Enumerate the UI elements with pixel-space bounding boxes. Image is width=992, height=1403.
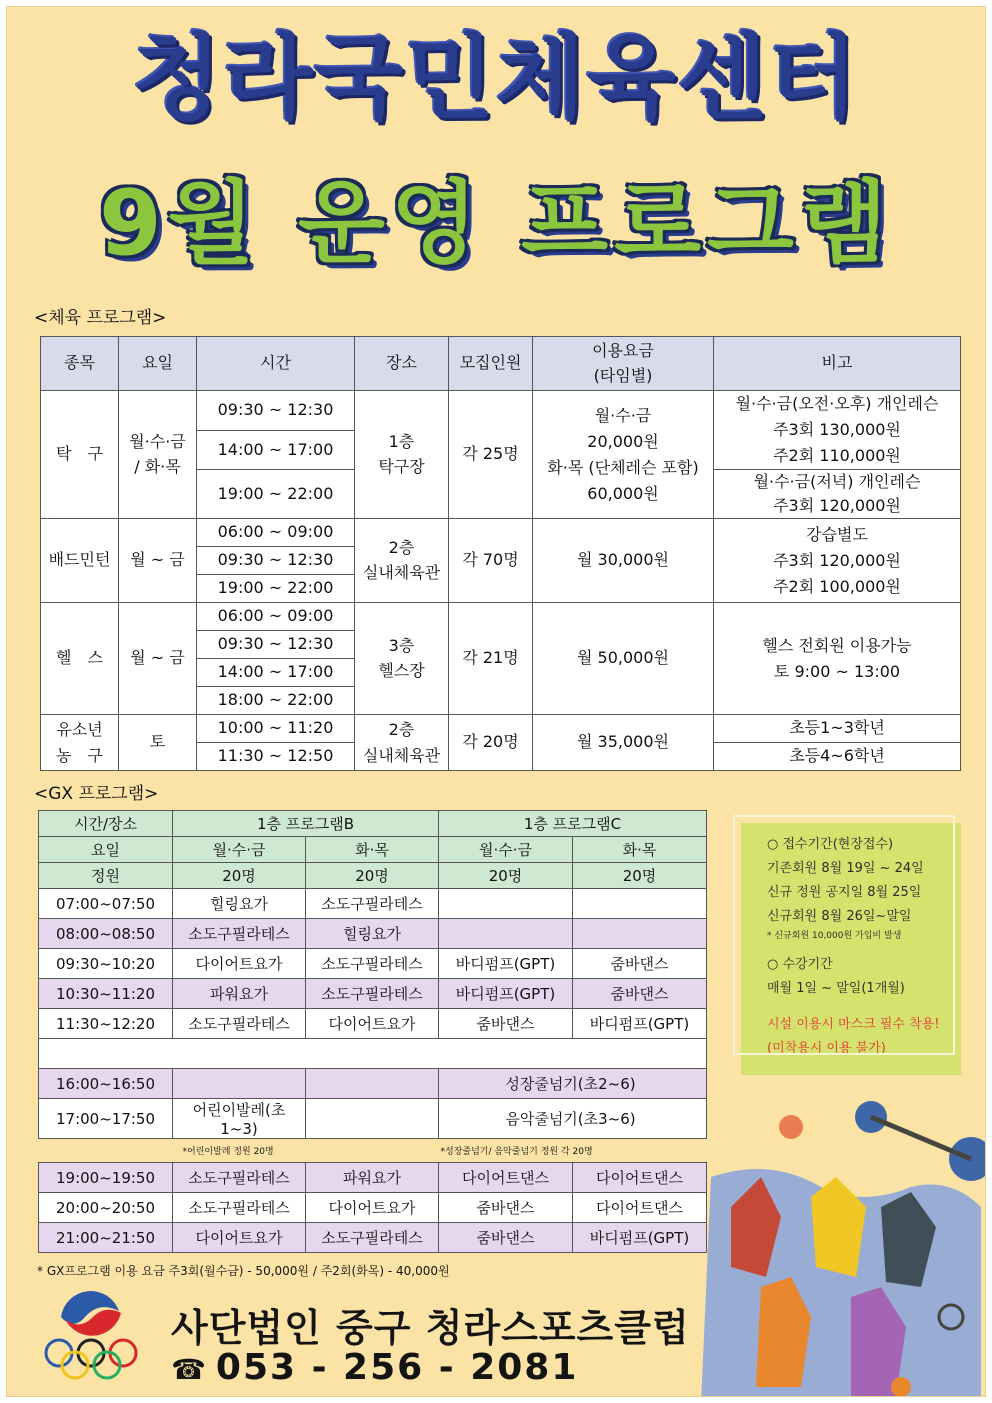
sport-program-table bbox=[40, 336, 961, 771]
reg-line: 신규회원 8월 26일~말일 bbox=[767, 909, 912, 924]
gx-capacity: 20명 bbox=[306, 863, 439, 889]
club-name: 사단법인 중구 청라스포츠클럽 bbox=[171, 1306, 690, 1350]
time-slot: 19:00 ~ 22:00 bbox=[197, 470, 355, 519]
reg-line: 기존회원 8월 19일 ~ 24일 bbox=[767, 861, 924, 876]
gx-day: 월·수·금 bbox=[173, 837, 306, 863]
gx-cell: 다이어트댄스 bbox=[439, 1163, 573, 1193]
gx-time: 10:30~11:20 bbox=[39, 979, 173, 1009]
phone-text: 053 - 256 - 2081 bbox=[215, 1347, 579, 1388]
gx-cell: 바디펌프(GPT) bbox=[573, 1009, 707, 1039]
gx-cell: 바디펌프(GPT) bbox=[573, 1223, 707, 1253]
reg-title: ○ 접수기간(현장접수) bbox=[767, 837, 894, 852]
place-line: 2층 bbox=[388, 538, 415, 558]
note-line: 주2회 100,000원 bbox=[773, 576, 901, 596]
sport-place bbox=[355, 519, 449, 603]
days-line: 월·수·금 bbox=[129, 432, 186, 452]
kids-note-ballet: *어린이발레 정원 20명 bbox=[182, 1147, 274, 1157]
time-slot: 06:00 ~ 09:00 bbox=[197, 519, 355, 547]
table-row bbox=[39, 1099, 707, 1139]
gx-capacity: 20명 bbox=[439, 863, 573, 889]
col-days: 요일 bbox=[119, 337, 197, 391]
gx-header-row bbox=[39, 811, 707, 837]
gx-cell-text: 성장줄넘기(초2~6) bbox=[505, 1075, 636, 1093]
gx-cell bbox=[306, 1069, 439, 1099]
col-fee-line1: 이용요금 bbox=[592, 341, 654, 361]
fee-line: 60,000원 bbox=[587, 483, 659, 503]
table-row bbox=[39, 1009, 707, 1039]
phone-number[interactable] bbox=[171, 1347, 578, 1388]
gx-cell: 다이어트댄스 bbox=[573, 1163, 707, 1193]
time-slot: 11:30 ~ 12:50 bbox=[197, 743, 355, 771]
col-place: 장소 bbox=[355, 337, 449, 391]
col-capacity: 모집인원 bbox=[449, 337, 533, 391]
club-logo-icon bbox=[39, 1289, 143, 1385]
fee-line: 월·수·금 bbox=[594, 405, 652, 425]
place-line: 헬스장 bbox=[378, 660, 425, 680]
barbell-icon bbox=[871, 1117, 971, 1159]
table-row bbox=[39, 1193, 707, 1223]
sport-note: 초등4~6학년 bbox=[714, 743, 961, 771]
gx-cell: 바디펌프(GPT) bbox=[439, 979, 573, 1009]
sport-days bbox=[119, 391, 197, 519]
col-fee bbox=[533, 337, 714, 391]
time-slot: 19:00 ~ 22:00 bbox=[197, 575, 355, 603]
sport-place bbox=[355, 391, 449, 519]
player-figure bbox=[811, 1177, 866, 1277]
fee-line: 화·목 (단체레슨 포함) bbox=[547, 457, 699, 477]
sports-illustration bbox=[701, 1087, 986, 1397]
gx-cell: 다이어트요가 bbox=[173, 949, 306, 979]
gx-cell: 파워요가 bbox=[173, 979, 306, 1009]
gx-time: 08:00~08:50 bbox=[39, 919, 173, 949]
ball-icon bbox=[779, 1115, 803, 1139]
gx-kids-note-row bbox=[39, 1139, 707, 1163]
place-line: 탁구장 bbox=[378, 456, 425, 476]
note-line: 강습별도 bbox=[806, 524, 868, 544]
gx-capacity: 20명 bbox=[573, 863, 707, 889]
time-slot: 18:00 ~ 22:00 bbox=[197, 687, 355, 715]
note-line: 토 9:00 ~ 13:00 bbox=[773, 661, 901, 681]
gx-cell bbox=[439, 1069, 707, 1099]
gx-cell: 소도구필라테스 bbox=[173, 1193, 306, 1223]
note-line: 헬스 전회원 이용가능 bbox=[762, 635, 912, 655]
gx-cell: 힐링요가 bbox=[173, 889, 306, 919]
table-row bbox=[39, 979, 707, 1009]
sport-name: 헬 스 bbox=[41, 603, 119, 715]
sport-days: 월 ~ 금 bbox=[119, 603, 197, 715]
info-box-frame bbox=[733, 815, 955, 1055]
gx-fee-note: * GX프로그램 이용 요금 주3회(월수금) - 50,000원 / 주2회(화목) - 40,000원 bbox=[37, 1264, 450, 1278]
gx-cell: 소도구필라테스 bbox=[173, 919, 306, 949]
table-row bbox=[39, 1223, 707, 1253]
gx-cell bbox=[439, 889, 573, 919]
table-row bbox=[39, 1163, 707, 1193]
gx-cell: 줌바댄스 bbox=[439, 1009, 573, 1039]
period-title: ○ 수강기간 bbox=[767, 957, 833, 972]
table-row bbox=[41, 519, 961, 547]
time-slot: 09:30 ~ 12:30 bbox=[197, 631, 355, 659]
sport-name: 탁 구 bbox=[41, 391, 119, 519]
gx-cell: 바디펌프(GPT) bbox=[439, 949, 573, 979]
gx-cell-text: 음악줄넘기(초3~6) bbox=[505, 1110, 636, 1128]
gx-cell: 소도구필라테스 bbox=[306, 1223, 439, 1253]
time-slot: 09:30 ~ 12:30 bbox=[197, 391, 355, 431]
sport-fee: 월 30,000원 bbox=[533, 519, 714, 603]
gx-time: 16:00~16:50 bbox=[39, 1069, 173, 1099]
table-row bbox=[39, 919, 707, 949]
sport-section-label: <체육 프로그램> bbox=[34, 308, 167, 328]
table-row bbox=[41, 603, 961, 631]
sport-capacity: 각 25명 bbox=[449, 391, 533, 519]
gx-time: 11:30~12:20 bbox=[39, 1009, 173, 1039]
place-line: 실내체육관 bbox=[362, 562, 441, 582]
sport-place bbox=[355, 715, 449, 771]
gx-cell: 소도구필라테스 bbox=[306, 889, 439, 919]
place-line: 1층 bbox=[388, 432, 415, 452]
sport-note bbox=[714, 519, 961, 603]
sport-fee: 월 50,000원 bbox=[533, 603, 714, 715]
gx-cell: 다이어트요가 bbox=[173, 1223, 306, 1253]
sport-note bbox=[714, 470, 961, 519]
place-line: 실내체육관 bbox=[362, 745, 441, 765]
gx-spacer bbox=[39, 1039, 707, 1069]
mask-notice: 시설 이용시 마스크 필수 착용! bbox=[767, 1017, 940, 1032]
gx-section-label: <GX 프로그램> bbox=[34, 784, 159, 804]
gx-time: 21:00~21:50 bbox=[39, 1223, 173, 1253]
phone-icon: ☎ bbox=[171, 1353, 208, 1386]
basketball-icon bbox=[891, 1377, 911, 1397]
note-line: 주3회 120,000원 bbox=[773, 496, 901, 515]
gx-cell: 다이어트댄스 bbox=[573, 1193, 707, 1223]
sport-note bbox=[714, 391, 961, 470]
gx-room-b: 1층 프로그램B bbox=[173, 811, 439, 837]
gx-cell bbox=[173, 1069, 306, 1099]
table-row bbox=[41, 715, 961, 743]
note-line: 주2회 110,000원 bbox=[773, 446, 901, 465]
gx-cell: 어린이발레(초1~3) bbox=[173, 1099, 306, 1139]
table-row bbox=[41, 391, 961, 431]
gx-capacity-row bbox=[39, 863, 707, 889]
gx-capacity: 20명 bbox=[173, 863, 306, 889]
fee-line: 20,000원 bbox=[587, 431, 659, 451]
time-slot: 14:00 ~ 17:00 bbox=[197, 659, 355, 687]
sport-capacity: 각 70명 bbox=[449, 519, 533, 603]
note-line: 월·수·금(저녁) 개인레슨 bbox=[753, 472, 921, 491]
note-line: 주3회 120,000원 bbox=[773, 550, 901, 570]
sport-place bbox=[355, 603, 449, 715]
note-line: 월·수·금(오전·오후) 개인레슨 bbox=[735, 394, 939, 413]
gx-cell: 줌바댄스 bbox=[439, 1193, 573, 1223]
gx-cell bbox=[306, 1099, 439, 1139]
time-slot: 10:00 ~ 11:20 bbox=[197, 715, 355, 743]
mask-notice-sub: (미착용시 이용 불가) bbox=[767, 1041, 886, 1056]
gx-cell: 줌바댄스 bbox=[573, 949, 707, 979]
gx-day: 월·수·금 bbox=[439, 837, 573, 863]
col-note: 비고 bbox=[714, 337, 961, 391]
sport-days: 토 bbox=[119, 715, 197, 771]
table-row bbox=[39, 1069, 707, 1099]
gx-cell: 파워요가 bbox=[306, 1163, 439, 1193]
col-fee-line2: (타임별) bbox=[593, 365, 653, 385]
reg-line: 신규 정원 공지일 8월 25일 bbox=[767, 885, 922, 900]
days-line: / 화·목 bbox=[134, 456, 181, 476]
gx-time: 07:00~07:50 bbox=[39, 889, 173, 919]
page-title: 청라국민체육센터 bbox=[132, 25, 860, 132]
gx-program-table bbox=[38, 810, 707, 1253]
name-line: 유소년 bbox=[56, 719, 103, 739]
time-slot: 14:00 ~ 17:00 bbox=[197, 430, 355, 470]
gx-day: 화·목 bbox=[573, 837, 707, 863]
place-line: 2층 bbox=[388, 719, 415, 739]
time-slot: 06:00 ~ 09:00 bbox=[197, 603, 355, 631]
sport-name: 배드민턴 bbox=[41, 519, 119, 603]
gx-cell: 힐링요가 bbox=[306, 919, 439, 949]
gx-time: 19:00~19:50 bbox=[39, 1163, 173, 1193]
gx-days-row bbox=[39, 837, 707, 863]
poster bbox=[6, 6, 986, 1397]
place-line: 3층 bbox=[388, 636, 415, 656]
gx-cell bbox=[439, 1099, 707, 1139]
note-line: 주3회 130,000원 bbox=[773, 420, 901, 439]
gx-cell: 줌바댄스 bbox=[573, 979, 707, 1009]
sport-fee: 월 35,000원 bbox=[533, 715, 714, 771]
name-line: 농 구 bbox=[56, 745, 103, 765]
gx-capacity-label: 정원 bbox=[39, 863, 173, 889]
gx-time: 09:30~10:20 bbox=[39, 949, 173, 979]
sport-capacity: 각 21명 bbox=[449, 603, 533, 715]
period-line: 매월 1일 ~ 말일(1개월) bbox=[767, 981, 905, 996]
gx-spacer-row bbox=[39, 1039, 707, 1069]
gx-cell: 소도구필라테스 bbox=[173, 1009, 306, 1039]
gx-cell: 소도구필라테스 bbox=[306, 949, 439, 979]
sport-capacity: 각 20명 bbox=[449, 715, 533, 771]
sport-note bbox=[714, 603, 961, 715]
sport-fee bbox=[533, 391, 714, 519]
gx-day: 화·목 bbox=[306, 837, 439, 863]
kids-note-jumprope: *성장줄넘기/ 음악줄넘기 정원 각 20명 bbox=[440, 1147, 593, 1157]
time-slot: 09:30 ~ 12:30 bbox=[197, 547, 355, 575]
sport-header-row bbox=[41, 337, 961, 391]
gx-cell bbox=[439, 919, 573, 949]
reg-note: * 신규회원 10,000원 가입비 발생 bbox=[767, 931, 902, 941]
gx-room-c: 1층 프로그램C bbox=[439, 811, 707, 837]
sport-days: 월 ~ 금 bbox=[119, 519, 197, 603]
gx-cell: 다이어트요가 bbox=[306, 1009, 439, 1039]
gx-cell: 줌바댄스 bbox=[439, 1223, 573, 1253]
gx-cell: 다이어트요가 bbox=[306, 1193, 439, 1223]
gx-day-label: 요일 bbox=[39, 837, 173, 863]
col-time: 시간 bbox=[197, 337, 355, 391]
table-row bbox=[39, 949, 707, 979]
gx-cell bbox=[573, 919, 707, 949]
gx-cell bbox=[573, 889, 707, 919]
table-row bbox=[39, 889, 707, 919]
sport-note: 초등1~3학년 bbox=[714, 715, 961, 743]
page-subtitle: 9월 운영 프로그램 bbox=[99, 171, 893, 276]
gx-time: 20:00~20:50 bbox=[39, 1193, 173, 1223]
sport-name bbox=[41, 715, 119, 771]
gx-time: 17:00~17:50 bbox=[39, 1099, 173, 1139]
col-sport: 종목 bbox=[41, 337, 119, 391]
gx-cell: 소도구필라테스 bbox=[306, 979, 439, 1009]
gx-time-place: 시간/장소 bbox=[39, 811, 173, 837]
gx-cell: 소도구필라테스 bbox=[173, 1163, 306, 1193]
